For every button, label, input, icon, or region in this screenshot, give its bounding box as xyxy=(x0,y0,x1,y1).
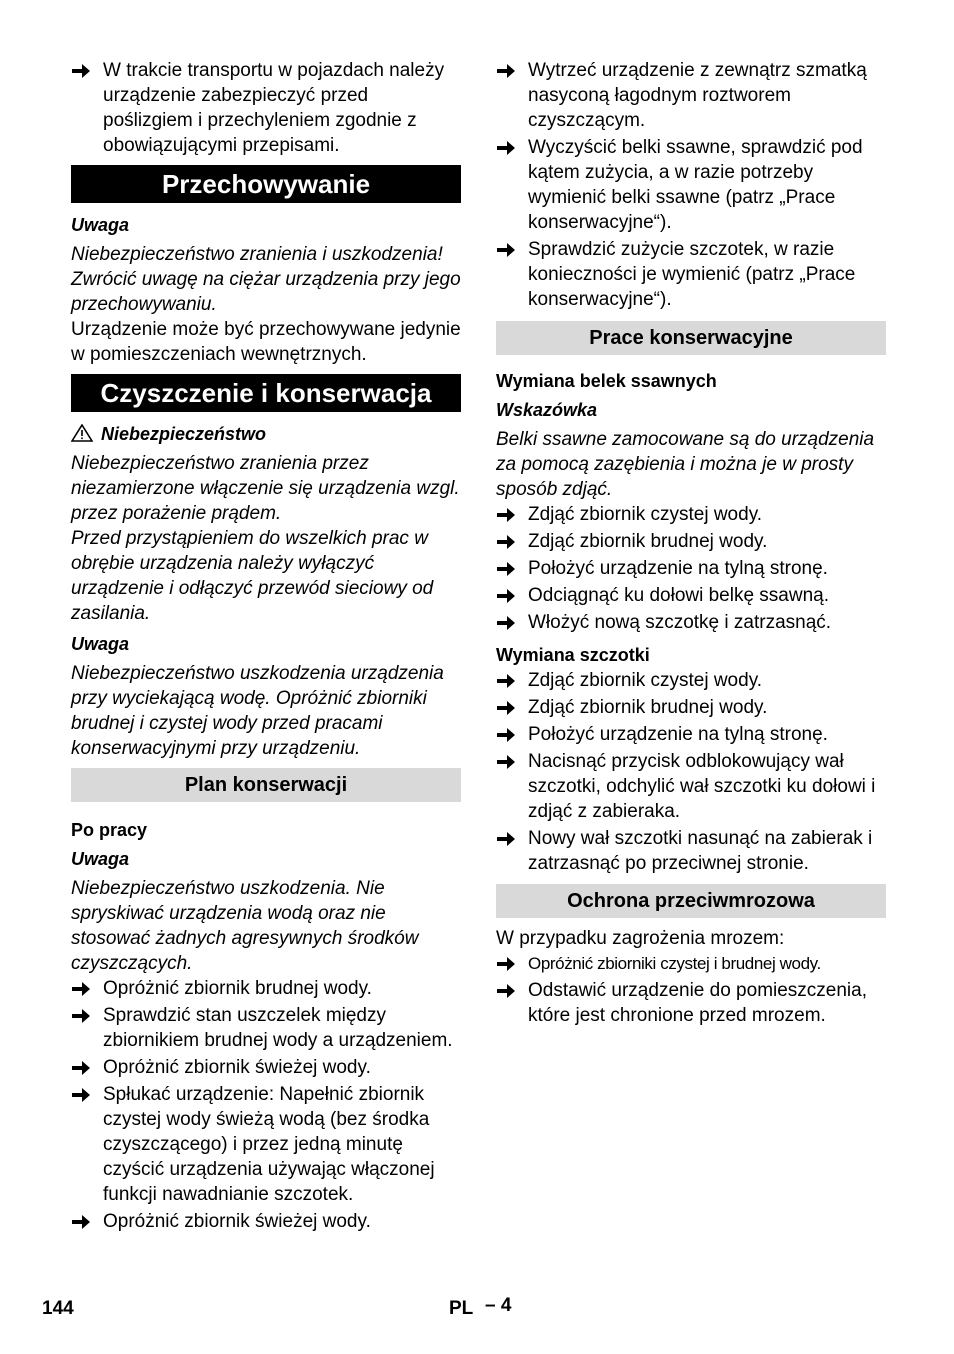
bullet-item xyxy=(496,951,886,976)
step-text: Położyć urządzenie na tylną stronę. xyxy=(528,558,828,579)
bullet-item xyxy=(496,978,886,1028)
frost-intro: W przypadku zagrożenia mrozem: xyxy=(496,928,785,949)
left-column xyxy=(71,58,461,1234)
arrow-icon xyxy=(497,728,515,742)
hint-title: Wskazówka xyxy=(496,400,598,420)
step-text: Wyczyścić belki ssawne, sprawdzić pod kątem zużycia, a w razie potrzeby wymienić belki ssawne (patrz „Prace konserwacyjne“). xyxy=(528,137,863,233)
arrow-icon xyxy=(497,243,515,257)
section-heading-cleaning: Czyszczenie i konserwacja xyxy=(71,374,461,412)
bullet-item xyxy=(71,58,461,158)
language-code: PL xyxy=(449,1298,474,1319)
arrow-icon xyxy=(497,755,515,769)
arrow-icon xyxy=(497,562,515,576)
step-text: Włożyć nową szczotkę i zatrzasnąć. xyxy=(528,612,832,633)
page-number: 144 xyxy=(42,1298,74,1319)
hint-text: Belki ssawne zamocowane są do urządzenia za pomocą zazębienia i można je w prosty sposób zdjąć. xyxy=(496,429,875,500)
warning-icon xyxy=(71,424,93,442)
arrow-icon xyxy=(497,64,515,78)
bullet-item xyxy=(496,502,886,527)
arrow-icon xyxy=(497,674,515,688)
subheading-replace-bars: Wymiana belek ssawnych xyxy=(496,371,717,391)
step-text: Odstawić urządzenie do pomieszczenia, które jest chronione przed mrozem. xyxy=(528,980,868,1026)
bullet-item xyxy=(496,237,886,312)
bullet-item xyxy=(496,529,886,554)
note-title: Uwaga xyxy=(71,215,130,235)
step-text: Wytrzeć urządzenie z zewnątrz szmatką nasyconą łagodnym roztworem czyszczącym. xyxy=(528,60,867,131)
section-heading-plan: Plan konserwacji xyxy=(71,768,461,802)
arrow-icon xyxy=(497,957,515,971)
arrow-icon xyxy=(72,1009,90,1023)
arrow-icon xyxy=(497,141,515,155)
bullet-item xyxy=(496,749,886,824)
bullet-item xyxy=(71,1082,461,1207)
arrow-icon xyxy=(72,1215,90,1229)
arrow-icon xyxy=(497,589,515,603)
arrow-icon xyxy=(72,64,90,78)
danger-text: Niebezpieczeństwo zranienia przez niezamierzone włączenie się urządzenia wzgl. przez porażenie prądem. xyxy=(71,453,460,524)
storage-text: Urządzenie może być przechowywane jedynie w pomieszczeniach wewnętrznych. xyxy=(71,319,461,365)
arrow-icon xyxy=(497,701,515,715)
bullet-item xyxy=(496,668,886,693)
step-text: Zdjąć zbiornik czystej wody. xyxy=(528,504,763,525)
step-text: Nacisnąć przycisk odblokowujący wał szczotki, odchylić wał szczotki ku dołowi i zdjąć z zabieraka. xyxy=(528,751,876,822)
step-text: Zdjąć zbiornik brudnej wody. xyxy=(528,531,768,552)
step-text: Opróżnić zbiornik brudnej wody. xyxy=(103,978,372,999)
danger-title-label: Niebezpieczeństwo xyxy=(101,424,267,444)
bullet-item xyxy=(496,610,886,635)
arrow-icon xyxy=(497,616,515,630)
bullet-item xyxy=(496,556,886,581)
note-text: Niebezpieczeństwo uszkodzenia. Nie spryskiwać urządzenia wodą oraz nie stosować żadnych agresywnych środków czyszczących. xyxy=(71,878,419,974)
right-column xyxy=(496,58,886,1028)
step-text: Spłukać urządzenie: Napełnić zbiornik czystej wody świeżą wodą (bez środka czyszczącego) i przez jedną minutę czyścić urządzenia używając włączonej funkcji nawadnianie szczotek. xyxy=(103,1084,435,1205)
arrow-icon xyxy=(497,535,515,549)
danger-text: Przed przystąpieniem do wszelkich prac w obrębie urządzenia należy wyłączyć urządzenie i odłączyć przewód sieciowy od zasilania. xyxy=(71,528,434,624)
subheading-after-work: Po pracy xyxy=(71,820,148,840)
danger-title xyxy=(71,422,461,447)
bullet-item xyxy=(496,722,886,747)
bullet-item xyxy=(71,1003,461,1053)
transport-text: W trakcie transportu w pojazdach należy urządzenie zabezpieczyć przed poślizgiem i przechyleniem zgodnie z obowiązującymi przepisami. xyxy=(103,60,445,156)
section-heading-maintenance: Prace konserwacyjne xyxy=(496,321,886,355)
arrow-icon xyxy=(72,1088,90,1102)
bullet-item xyxy=(71,1055,461,1080)
bullet-item xyxy=(496,695,886,720)
section-page: – 4 xyxy=(485,1295,512,1316)
step-text: Sprawdzić stan uszczelek między zbiornikiem brudnej wody a urządzeniem. xyxy=(103,1005,453,1051)
note-title: Uwaga xyxy=(71,849,130,869)
step-text: Sprawdzić zużycie szczotek, w razie konieczności je wymienić (patrz „Prace konserwacyjne“). xyxy=(528,239,856,310)
step-text: Zdjąć zbiornik brudnej wody. xyxy=(528,697,768,718)
section-heading-frost: Ochrona przeciwmrozowa xyxy=(496,884,886,918)
bullet-item xyxy=(496,58,886,133)
step-text: Położyć urządzenie na tylną stronę. xyxy=(528,724,828,745)
arrow-icon xyxy=(497,832,515,846)
note-text: Niebezpieczeństwo uszkodzenia urządzenia przy wyciekającą wodę. Opróżnić zbiorniki brudnej i czystej wody przed pracami konserwacyjnymi przy urządzeniu. xyxy=(71,663,444,759)
section-heading-storage: Przechowywanie xyxy=(71,165,461,203)
step-text: Nowy wał szczotki nasunąć na zabierak i zatrzasnąć po przeciwnej stronie. xyxy=(528,828,873,874)
step-text: Opróżnić zbiorniki czystej i brudnej wody. xyxy=(528,954,821,973)
bullet-item xyxy=(496,826,886,876)
step-text: Odciągnąć ku dołowi belkę ssawną. xyxy=(528,585,830,606)
bullet-item xyxy=(71,1209,461,1234)
bullet-item xyxy=(496,135,886,235)
step-text: Zdjąć zbiornik czystej wody. xyxy=(528,670,763,691)
arrow-icon xyxy=(497,508,515,522)
arrow-icon xyxy=(72,1061,90,1075)
step-text: Opróżnić zbiornik świeżej wody. xyxy=(103,1057,371,1078)
note-text: Niebezpieczeństwo zranienia i uszkodzenia! Zwrócić uwagę na ciężar urządzenia przy jego przechowywaniu. xyxy=(71,244,461,315)
arrow-icon xyxy=(497,984,515,998)
note-title: Uwaga xyxy=(71,634,130,654)
arrow-icon xyxy=(72,982,90,996)
bullet-item xyxy=(496,583,886,608)
subheading-replace-brush: Wymiana szczotki xyxy=(496,645,650,665)
bullet-item xyxy=(71,976,461,1001)
step-text: Opróżnić zbiornik świeżej wody. xyxy=(103,1211,371,1232)
